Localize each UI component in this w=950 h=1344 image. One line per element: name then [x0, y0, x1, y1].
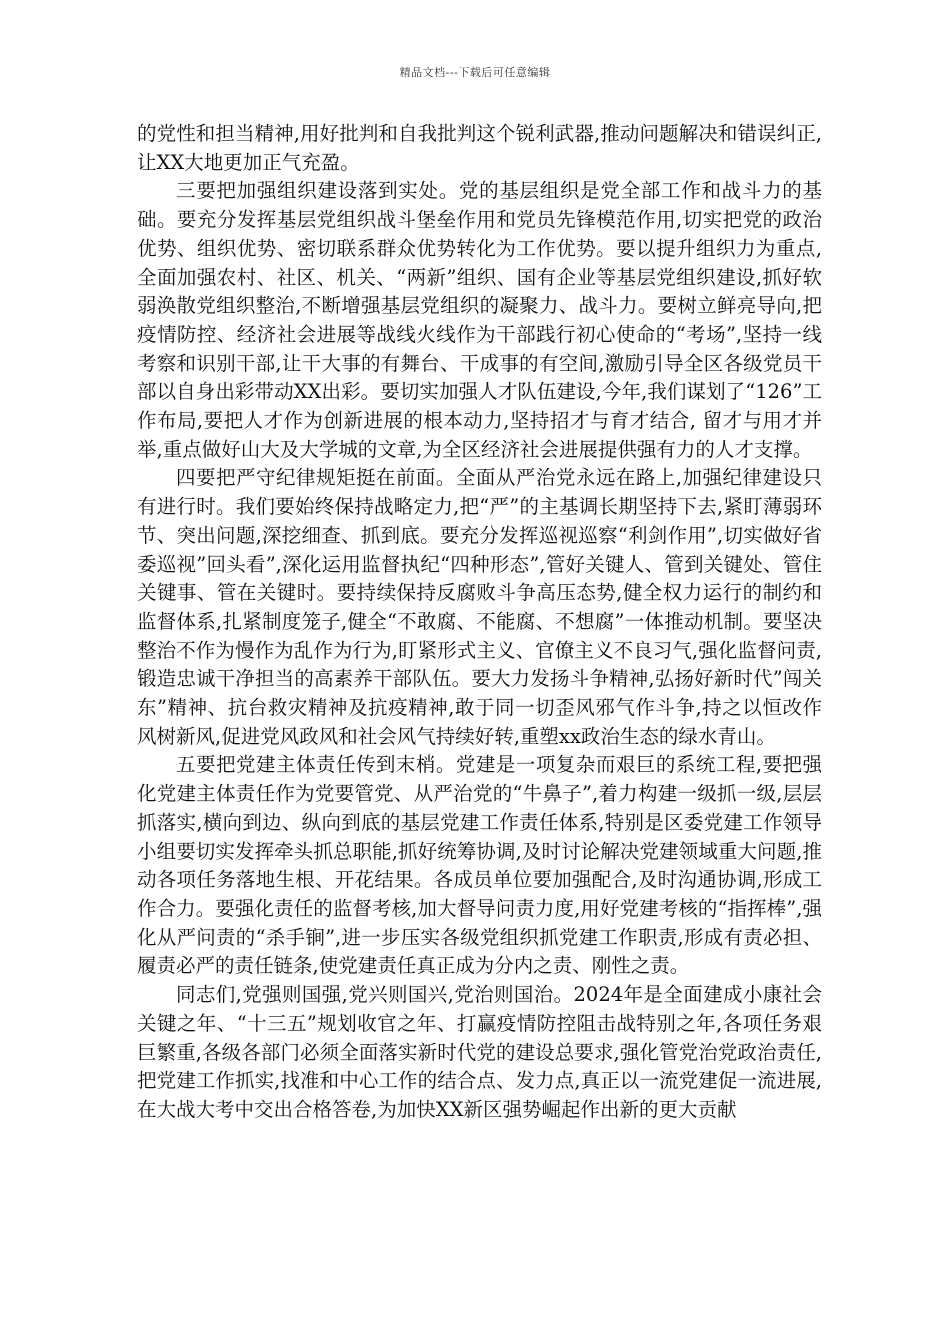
page-header: 精品文档---下载后可任意编辑 [399, 66, 551, 79]
paragraph-discipline: 四要把严守纪律规矩挺在前面。全面从严治党永远在路上,加强纪律建设只有进行时。我们要始终保持战略定力,把“严”的主基调长期坚持下去,紧盯薄弱环节、突出问题,深挖细查、抓到底。要充分发挥巡视巡察“利剑作用”,切实做好省委巡视”回头看”,深化运用监督执纪“四种形态”,管好关键人、管到关键处、管住关键事、管在关键时。要持续保持反腐败斗争高压态势,健全权力运行的制约和监督体系,扎紧制度笼子,健全“不敢腐、不能腐、不想腐”一体推动机制。要坚决整治不作为慢作为乱作为行为,盯紧形式主义、官僚主义不良习气,强化监督问责,锻造忠诚干净担当的高素养干部队伍。要大力发扬斗争精神,弘扬好新时代”闯关东”精神、抗台救灾精神及抗疫精神,敢于同一切歪风邪气作斗争,持之以恒改作风树新风,促进党风政风和社会风气持续好转,重塑xx政治生态的绿水青山。 [137, 466, 822, 748]
paragraph-continuation: 的党性和担当精神,用好批判和自我批判这个锐利武器,推动问题解决和错误纠正,让XX大地更加正气充盈。 [137, 122, 822, 174]
paragraph-responsibility: 五要把党建主体责任传到末梢。党建是一项复杂而艰巨的系统工程,要把强化党建主体责任作为党要管党、从严治党的“牛鼻子”,着力构建一级抓一级,层层抓落实,横向到边、纵向到底的基层党建工作责任体系,特别是区委党建工作领导小组要切实发挥牵头抓总职能,抓好统筹协调,及时讨论解决党建领域重大问题,推动各项任务落地生根、开花结果。各成员单位要加强配合,及时沟通协调,形成工作合力。要强化责任的监督考核,加大督导问责力度,用好党建考核的“指挥棒”,强化从严问责的“杀手锏”,进一步压实各级党组织抓党建工作职责,形成有责必担、履责必严的责任链条,使党建责任真正成为分内之责、刚性之责。 [137, 753, 822, 978]
paragraph-conclusion: 同志们,党强则国强,党兴则国兴,党治则国治。2024年是全面建成小康社会关键之年、“十三五”规划收官之年、打赢疫情防控阻击战特别之年,各项任务艰巨繁重,各级各部门必须全面落实新时代党的建设总要求,强化管党治党政治责任,把党建工作抓实,找准和中心工作的结合点、发力点,真正以一流党建促一流进展,在大战大考中交出合格答卷,为加快XX新区强势崛起作出新的更大贡献 [137, 983, 822, 1121]
document-body [137, 120, 822, 1125]
paragraph-organization-building: 三要把加强组织建设落到实处。党的基层组织是党全部工作和战斗力的基础。要充分发挥基层党组织战斗堡垒作用和党员先锋模范作用,切实把党的政治优势、组织优势、密切联系群众优势转化为工作优势。要以提升组织力为重点,全面加强农村、社区、机关、“两新”组织、国有企业等基层党组织建设,抓好软弱涣散党组织整治,不断增强基层党组织的凝聚力、战斗力。要树立鲜亮导向,把疫情防控、经济社会进展等战线火线作为干部践行初心使命的“考场”,坚持一线考察和识别干部,让干大事的有舞台、干成事的有空间,激励引导全区各级党员干部以自身出彩带动XX出彩。要切实加强人才队伍建设,今年,我们谋划了“126”工作布局,要把人才作为创新进展的根本动力,坚持招才与育才结合, 留才与用才并举,重点做好山大及大学城的文章,为全区经济社会进展提供强有力的人才支撑。 [137, 179, 822, 461]
